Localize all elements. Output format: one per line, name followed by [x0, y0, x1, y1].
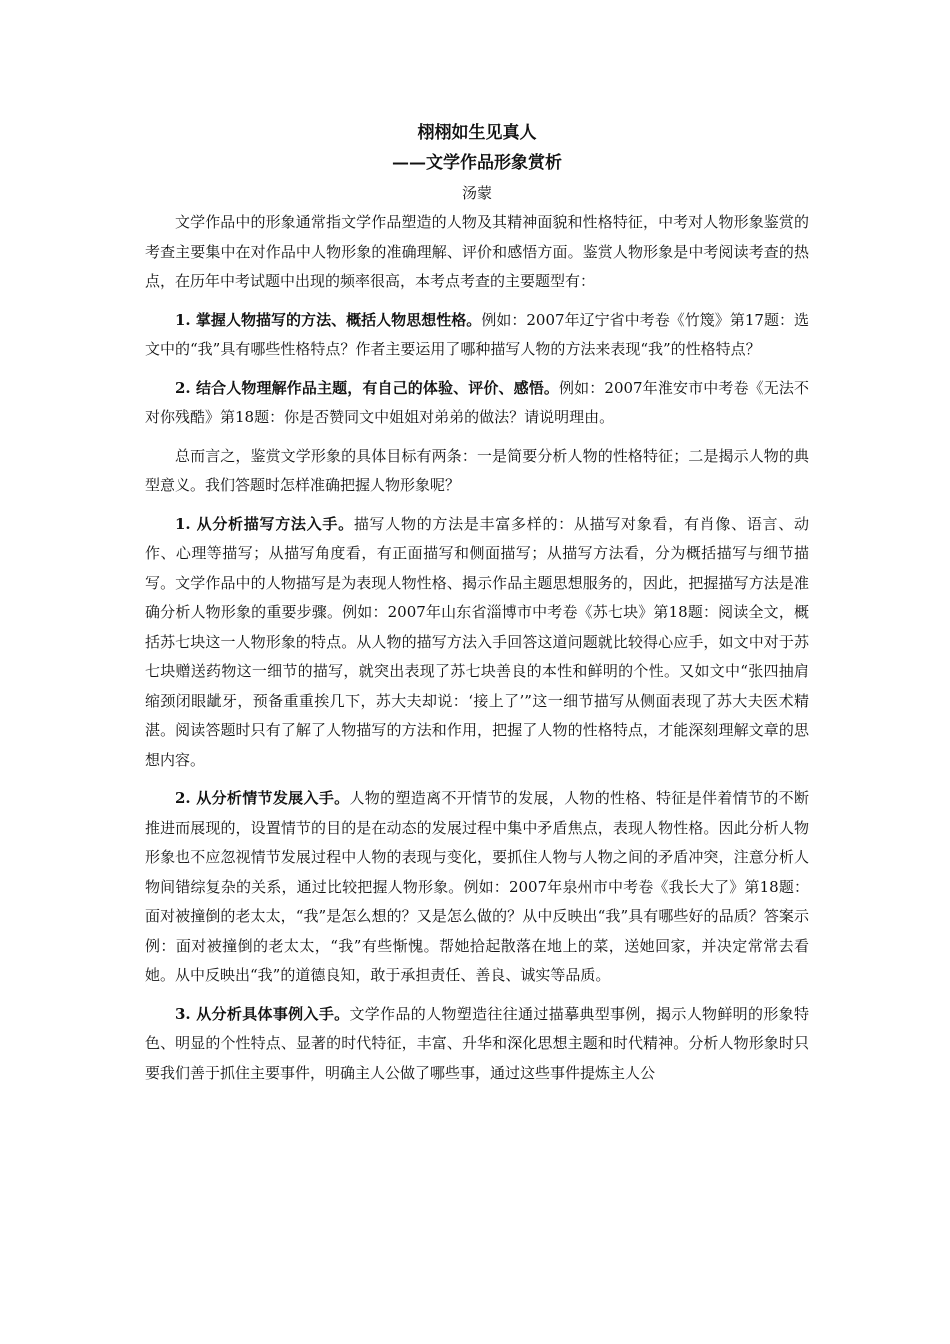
method-3-lead: 3. 从分析具体事例入手。 [175, 1004, 350, 1023]
method-1-lead: 1. 从分析描写方法入手。 [175, 514, 354, 533]
question-type-1-body: 例如：2007年辽宁省中考卷《竹篾》第17题：选文中的“我”具有哪些性格特点？作者主要运用了哪种描写人物的方法来表现“我”的性格特点？ [145, 310, 810, 358]
method-2-lead: 2. 从分析情节发展入手。 [175, 789, 350, 807]
document-title: 栩栩如生见真人 [417, 123, 537, 143]
method-3 [145, 1000, 809, 1089]
document-page [145, 118, 809, 1088]
method-2-body: 人物的塑造离不开情节的发展，人物的性格、特征是伴着情节的不断推进而展现的，设置情节的目的是在动态的发展过程中集中矛盾焦点，表现人物性格。因此分析人物形象也不应忽视情节发展过程中人物的表现与变化，要抓住人物与人物之间的矛盾冲突，注意分析人物间错综复杂的关系，通过比较把握人物形象。例如：2007年泉州市中考卷《我长大了》第18题：面对被撞倒的老太太，“我”是怎么想的？又是怎么做的？从中反映出“我”具有哪些好的品质？答案示例：面对被撞倒的老太太，“我”有些惭愧。帮她拾起散落在地上的菜，送她回家，并决定常常去看她。从中反映出“我”的道德良知，敢于承担责任、善良、诚实等品质。 [145, 789, 809, 984]
question-type-2-body: 例如：2007年淮安市中考卷《无法不对你残酷》第18题：你是否赞同文中姐姐对弟弟的做法？请说明理由。 [145, 378, 809, 426]
method-2 [145, 784, 809, 991]
question-type-2 [145, 374, 809, 433]
intro-paragraph: 文学作品中的形象通常指文学作品塑造的人物及其精神面貌和性格特征，中考对人物形象鉴赏的考查主要集中在对作品中人物形象的准确理解、评价和感悟方面。鉴赏人物形象是中考阅读考查的热点，在历年中考试题中出现的频率很高，本考点考查的主要题型有： [145, 213, 809, 290]
document-author: 汤蒙 [461, 184, 492, 202]
method-1-body: 描写人物的方法是丰富多样的：从描写对象看，有肖像、语言、动作、心理等描写；从描写角度看，有正面描写和侧面描写；从描写方法看，分为概括描写与细节描写。文学作品中的人物描写是为表现人物性格、揭示作品主题思想服务的，因此，把握描写方法是准确分析人物形象的重要步骤。例如：2007年山东省淄博市中考卷《苏七块》第18题：阅读全文，概括苏七块这一人物形象的特点。从人物的描写方法入手回答这道问题就比较得心应手，如文中对于苏七块赠送药物这一细节的描写，就突出表现了苏七块善良的本性和鲜明的个性。又如文中“张四抽肩缩颈闭眼龇牙，预备重重挨几下，苏大夫却说：‘接上了’”这一细节描写从侧面表现了苏大夫医术精湛。阅读答题时只有了解了人物描写的方法和作用，把握了人物的性格特点，才能深刻理解文章的思想内容。 [145, 514, 809, 769]
question-type-2-lead: 2. 结合人物理解作品主题，有自己的体验、评价、感悟。 [175, 378, 560, 397]
method-3-body: 文学作品的人物塑造往往通过描摹典型事例，揭示人物鲜明的形象特色、明显的个性特点、显著的时代特征，丰富、升华和深化思想主题和时代精神。分析人物形象时只要我们善于抓住主要事件，明确主人公做了哪些事，通过这些事件提炼主人公 [145, 1004, 809, 1082]
summary-paragraph: 总而言之，鉴赏文学形象的具体目标有两条：一是简要分析人物的性格特征；二是揭示人物的典型意义。我们答题时怎样准确把握人物形象呢？ [145, 446, 809, 494]
question-type-1-lead: 1. 掌握人物描写的方法、概括人物思想性格。 [175, 310, 482, 329]
question-type-1 [145, 306, 809, 365]
document-subtitle: ——文学作品形象赏析 [392, 153, 562, 173]
method-1 [145, 510, 809, 776]
